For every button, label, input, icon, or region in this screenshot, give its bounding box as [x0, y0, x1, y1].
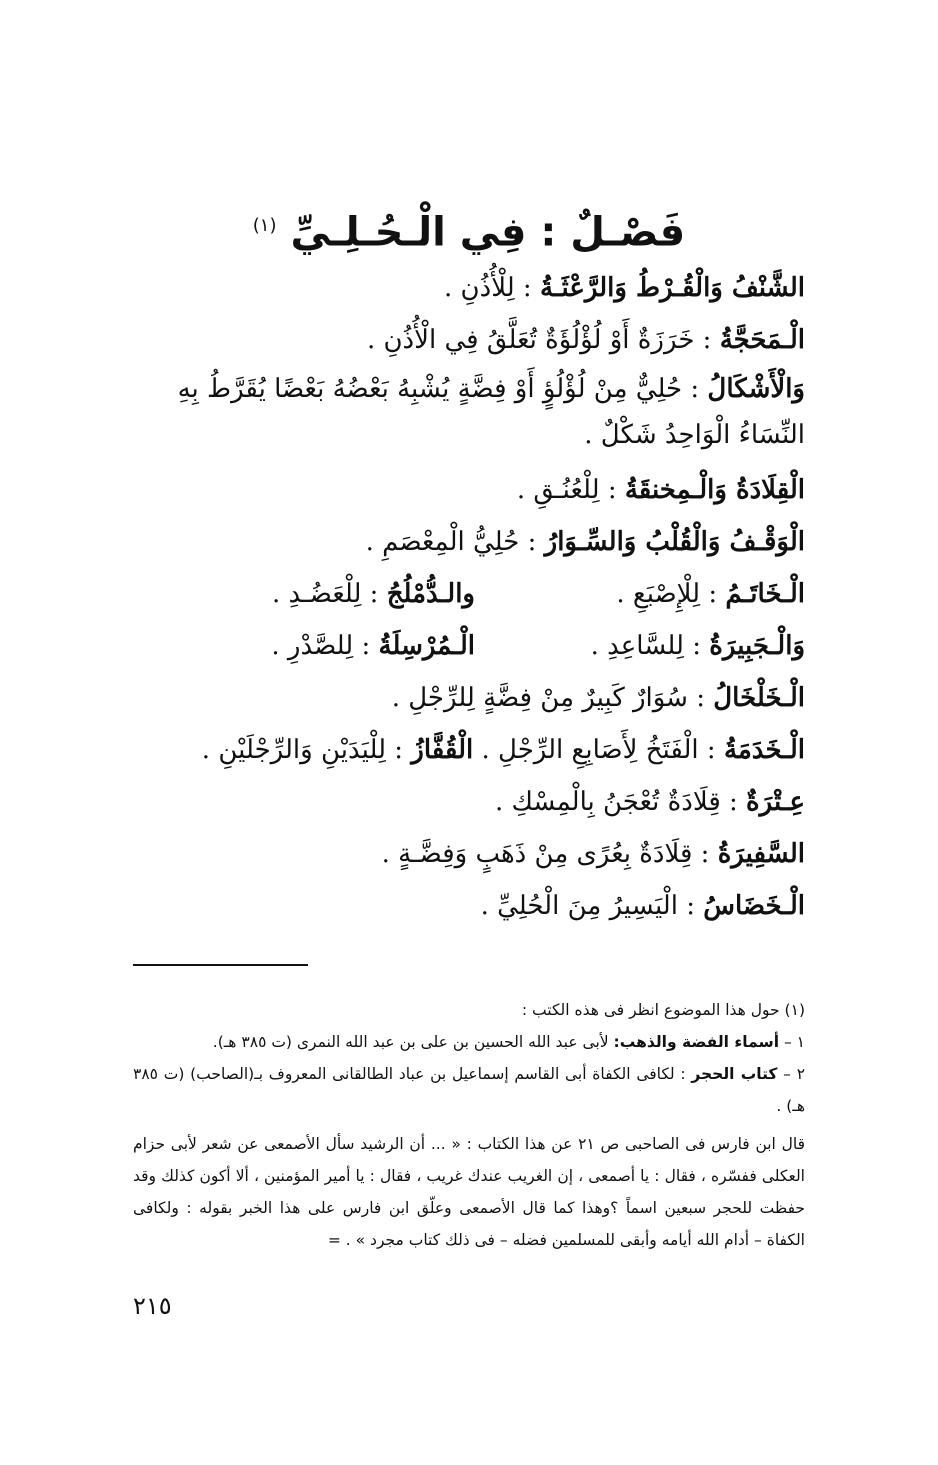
glossary-entry [125, 724, 805, 776]
entry-column [475, 620, 805, 672]
entry-term: الْوَقْـفُ وَالْقُلْبُ وَالسِّـوَارُ [544, 527, 805, 557]
entry-definition: : لِلصَّدْرِ . [271, 631, 379, 661]
footnote-item [133, 1058, 805, 1122]
entry-term: وَالْأَشْكَالُ [707, 374, 805, 404]
footnotes [133, 994, 805, 1256]
entry-definition: : سُوَارٌ كَبِيرٌ مِنْ فِضَّةٍ لِلرِّجْلِ . [391, 683, 714, 713]
page-number: ٢١٥ [133, 1292, 172, 1320]
entry-definition: : حُلِيُّ الْمِعْصَمِ . [365, 527, 545, 557]
entry-definition: : قِلَادَةٌ بِعُرًى مِنْ ذَهَبٍ وَفِضَّـةٍ . [381, 839, 718, 869]
glossary-entry [125, 776, 805, 828]
entry-column [272, 568, 475, 620]
entry-term: الْـخَاتَـمُ [725, 579, 805, 609]
entry-term: الْقِلَادَةُ وَالْـمِخنقَةُ [624, 475, 805, 505]
glossary-entry [125, 262, 805, 314]
glossary-entry [125, 516, 805, 568]
footnote-intro: (١) حول هذا الموضوع انظر فى هذه الكتب : [521, 1001, 805, 1019]
footnote-item-number: ٢ – [777, 1065, 806, 1083]
footnote-divider [133, 964, 308, 966]
footnote-item-text: : لكافى الكفاة أبى القاسم إسماعيل بن عباد الطالقانى المعروف بـ(الصاحب) (ت ٣٨٥ هـ) . [133, 1065, 805, 1115]
glossary-entry [125, 366, 805, 458]
glossary-entry-pair [125, 568, 805, 620]
entry-definition: : لِلْعُنُـقِ . [516, 475, 625, 505]
section-title-text: فَصْـلٌ : فِي الْـحُـلِـيِّ [290, 209, 686, 256]
entry-term: الْقُفَّازُ [411, 735, 474, 765]
entry-term: الْـمُرْسِلَةُ [378, 631, 475, 661]
entry-term: عِـتْرَةٌ [746, 787, 805, 817]
entry-definition: : لِلْإِصْبَعِ . [616, 579, 726, 609]
entry-definition: : حُلِيٌّ مِنْ لُؤْلُؤٍ أَوْ فِضَّةٍ يُشْبِهُ بَعْضُهُ بَعْضًا يُقَرَّطُ بِهِ النِّسَاءُ الْوَاحِدُ شَكْلٌ . [177, 374, 805, 450]
entry-column [271, 620, 475, 672]
entry-term: السَّفِيرَةُ [717, 839, 805, 869]
glossary-entry [125, 672, 805, 724]
glossary-entry [125, 880, 805, 932]
glossary-entry [125, 828, 805, 880]
entry-definition: : لِلْعَضُـدِ . [272, 579, 387, 609]
entry-term: الْـمَحَجَّةُ [719, 325, 805, 355]
entry-definition: : لِلْأُذُنِ . [444, 273, 540, 303]
entry-term: الْـخَدَمَةُ [723, 735, 805, 765]
entry-definition: : الْفَتَخُ لِأَصَابِعِ الرِّجْلِ . [473, 735, 724, 765]
entry-term: الْـخَضَاسُ [703, 891, 805, 921]
footnote-item-title: كتاب الحجر [691, 1065, 778, 1083]
entry-term: الْـخَلْخَالُ [713, 683, 805, 713]
entry-definition: : الْيَسِيرُ مِنَ الْحُلِيِّ . [480, 891, 704, 921]
footnote-paragraph: قال ابن فارس فى الصاحبى ص ٢١ عن هذا الكتاب : « ... أن الرشيد سأل الأصمعى عن شعر لأبى حزام العكلى ففسّره ، فقال : يا أصمعى ، إن الغريب عندك غريب ، فقال : يا أمير المؤمنين ، ألا أكون كذلك وقد حفظت للحجر سبعين اسماً ؟وهذا كما قال الأصمعى وعلّق ابن فارس على هذا الخبر بقوله : ولكافى الكفاة – أدام الله أيامه وأبقى للمسلمين فضله – فى ذلك كتاب مجرد » . = [133, 1135, 806, 1249]
footnote-marker: (١) [252, 215, 277, 236]
entry-term: الشَّنْفُ وَالْقُـرْطُ وَالرَّعْثَـةُ [539, 273, 805, 303]
glossary-entry [125, 314, 805, 366]
section-title [0, 196, 938, 262]
entry-definition: : لِلسَّاعِدِ . [590, 631, 710, 661]
footnote-item-number: ١ – [779, 1033, 805, 1051]
footnote-item-text: لأبى عبد الله الحسين بن على بن عبد الله النمرى (ت ٣٨٥ هـ). [212, 1033, 614, 1051]
entry-definition: : قِلَادَةٌ تُعْجَنُ بِالْمِسْكِ . [494, 787, 747, 817]
entry-definition: : لِلْيَدَيْنِ وَالرِّجْلَيْنِ . [201, 735, 412, 765]
entry-column [475, 568, 805, 620]
glossary-entries [125, 262, 805, 932]
footnote-item-title: أسماء الفضة والذهب: [613, 1033, 780, 1051]
entry-term: والـدُّمْلُجُ [386, 579, 475, 609]
entry-term: وَالْـجَبِيرَةُ [709, 631, 805, 661]
footnote-item [133, 1026, 805, 1058]
entry-definition: : خَرَزَةٌ أَوْ لُؤْلُؤَةٌ تُعَلَّقُ فِي الْأُذُنِ . [366, 325, 720, 355]
glossary-entry-pair [125, 620, 805, 672]
glossary-entry [125, 464, 805, 516]
